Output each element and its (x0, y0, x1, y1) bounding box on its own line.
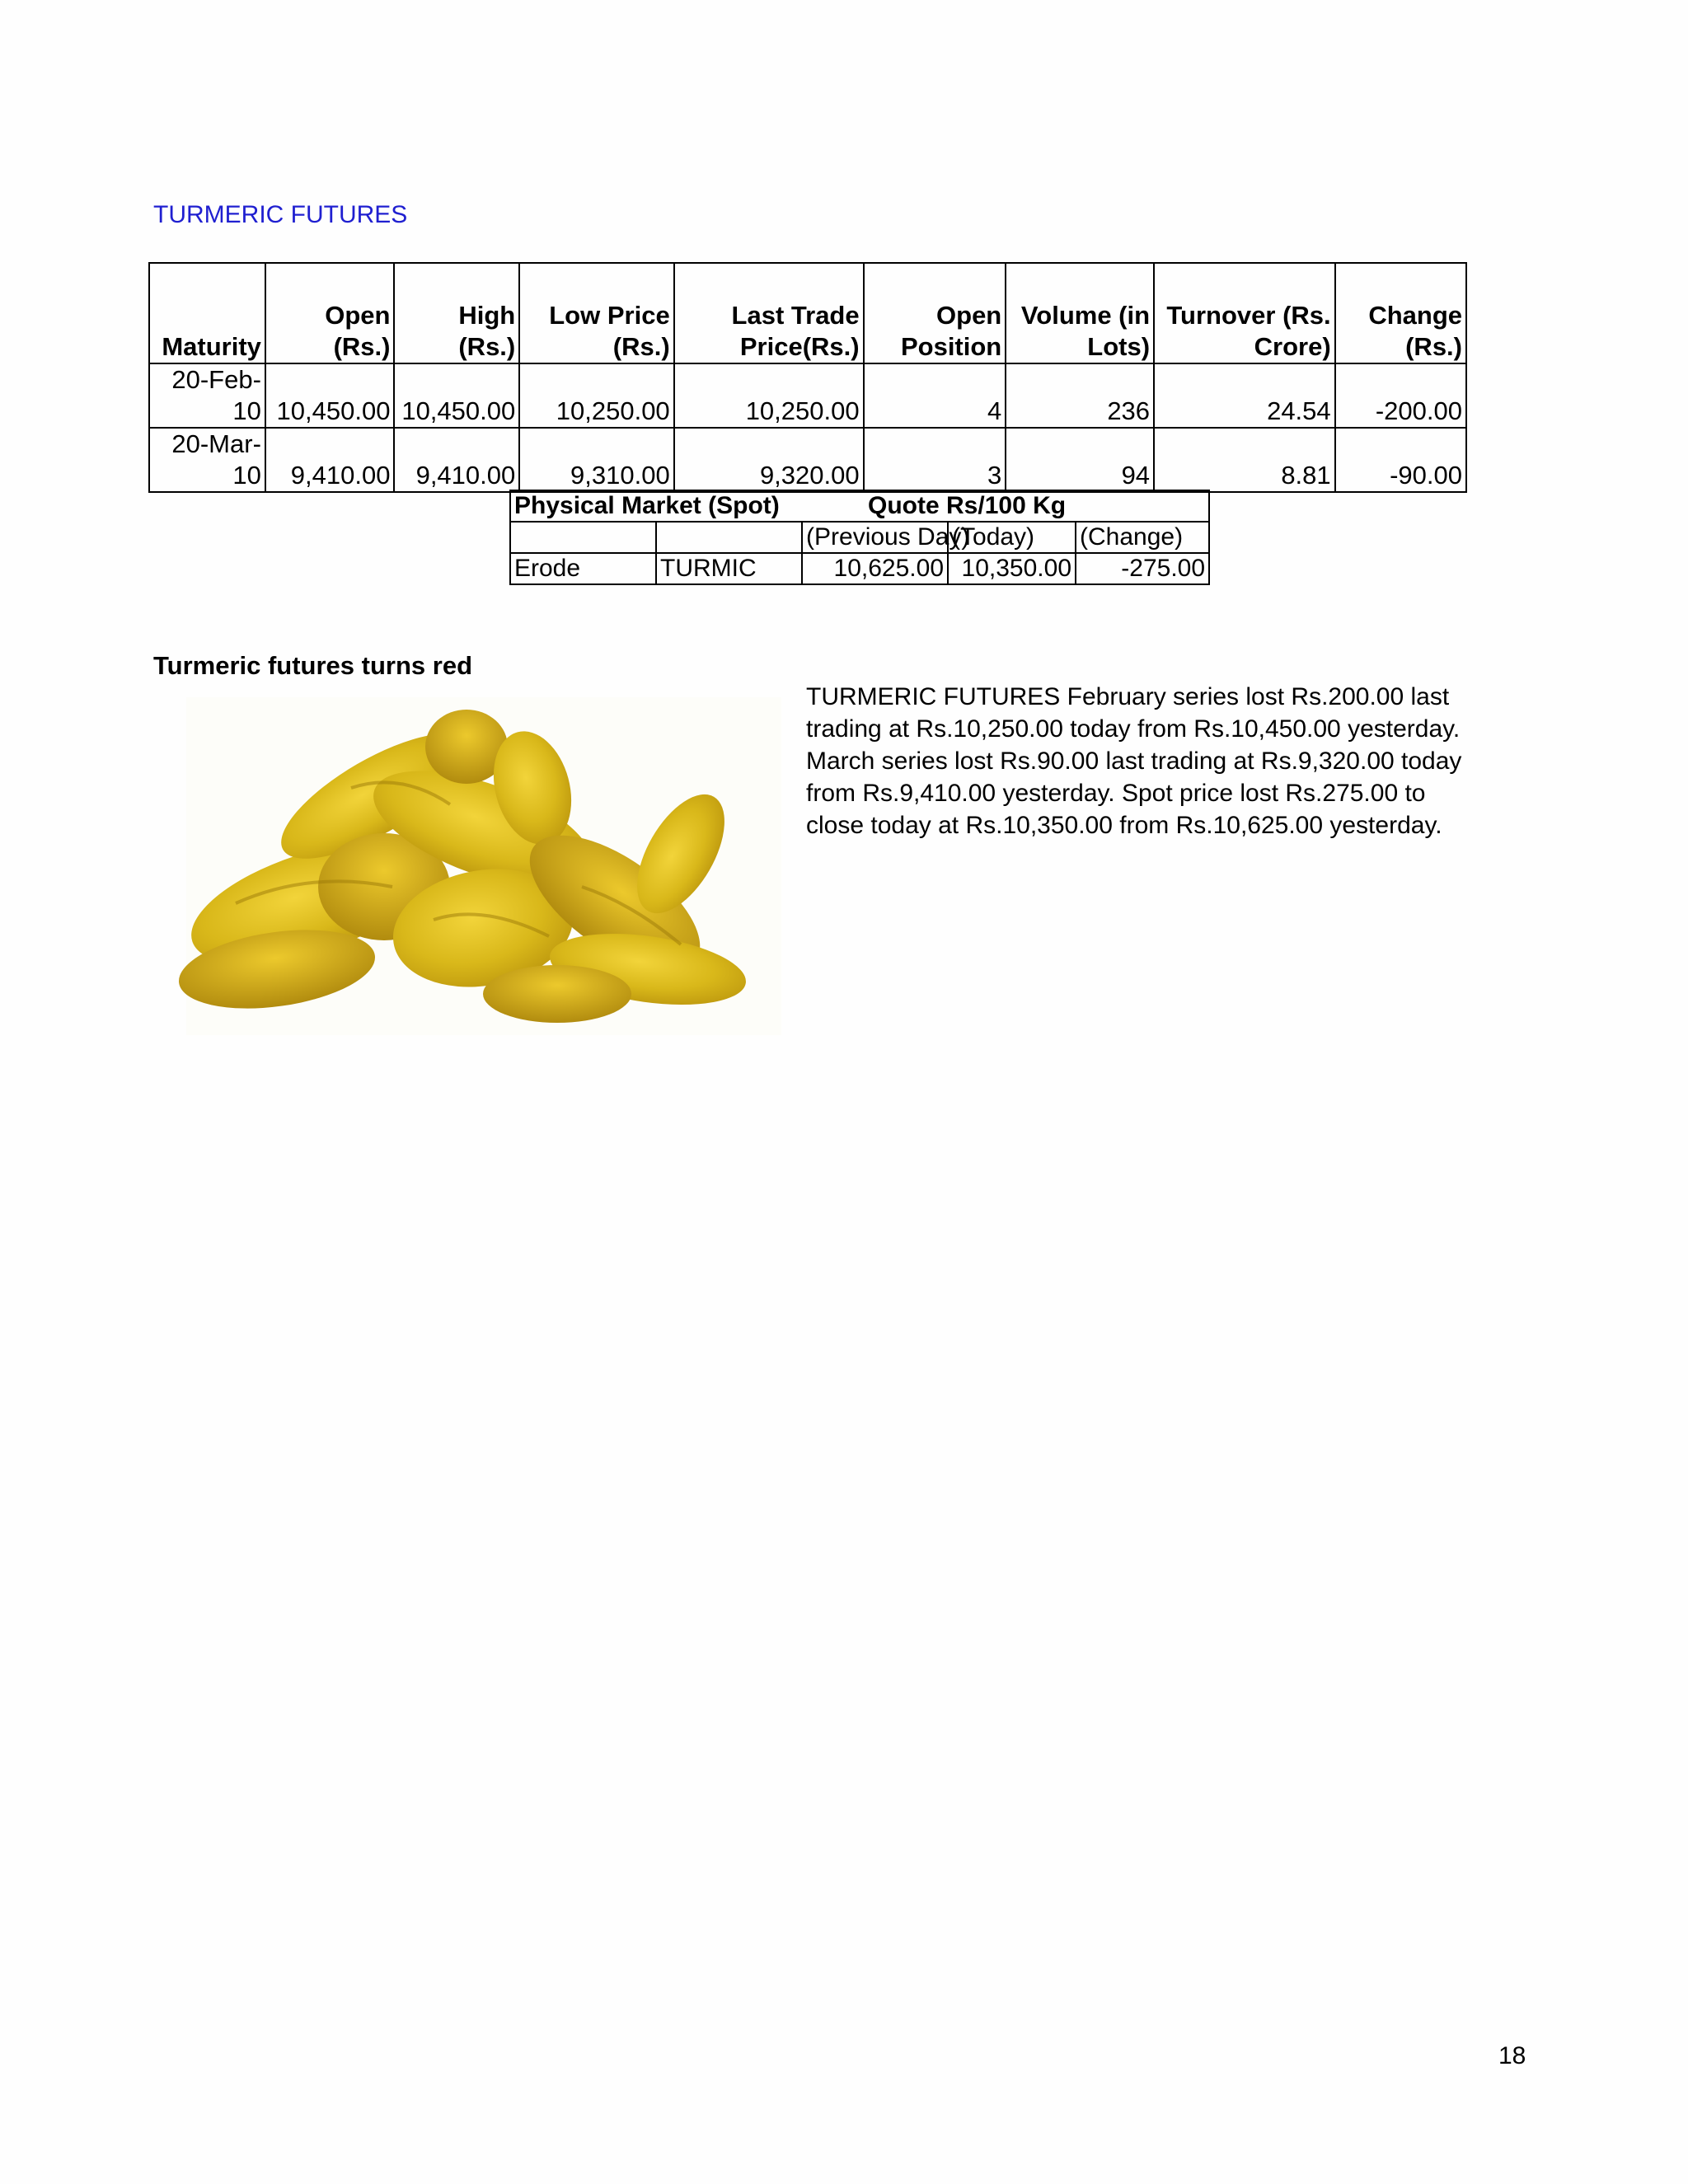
spot-col-previous: (Previous Day) (802, 522, 948, 553)
cell-high: 10,450.00 (394, 363, 519, 428)
cell-last-trade: 10,250.00 (674, 363, 864, 428)
cell-low: 10,250.00 (519, 363, 673, 428)
spot-col-change: (Change) (1076, 522, 1209, 553)
spot-empty-cell (510, 522, 656, 553)
cell-open-position: 4 (864, 363, 1006, 428)
spot-col-today: (Today) (948, 522, 1076, 553)
cell-change: -90.00 (1335, 428, 1466, 492)
page-number: 18 (1498, 2042, 1526, 2069)
col-maturity: Maturity (149, 263, 265, 363)
spot-label-row (510, 522, 1209, 553)
cell-open: 10,450.00 (265, 363, 395, 428)
cell-maturity: 20-Mar-10 (149, 428, 265, 492)
cell-open: 9,410.00 (265, 428, 395, 492)
spot-change: -275.00 (1076, 553, 1209, 584)
table-row (510, 553, 1209, 584)
col-change: Change (Rs.) (1335, 263, 1466, 363)
col-open-position: Open Position (864, 263, 1006, 363)
spot-title-row (510, 490, 1209, 522)
turmeric-photo (186, 697, 781, 1035)
col-turnover: Turnover (Rs. Crore) (1154, 263, 1335, 363)
col-high: High (Rs.) (394, 263, 519, 363)
cell-change: -200.00 (1335, 363, 1466, 428)
article-headline: Turmeric futures turns red (153, 651, 473, 680)
futures-header-row (149, 263, 1466, 363)
cell-turnover: 8.81 (1154, 428, 1335, 492)
cell-maturity: 20-Feb-10 (149, 363, 265, 428)
spot-today: 10,350.00 (948, 553, 1076, 584)
col-last-trade: Last Trade Price(Rs.) (674, 263, 864, 363)
spot-previous: 10,625.00 (802, 553, 948, 584)
spot-quote-unit: Quote Rs/100 Kg (802, 490, 1209, 522)
col-volume: Volume (in Lots) (1006, 263, 1154, 363)
section-title: TURMERIC FUTURES (153, 201, 408, 228)
cell-last-trade: 9,320.00 (674, 428, 864, 492)
table-row (149, 428, 1466, 492)
cell-open-position: 3 (864, 428, 1006, 492)
spot-empty-cell (656, 522, 802, 553)
cell-low: 9,310.00 (519, 428, 673, 492)
col-open: Open (Rs.) (265, 263, 395, 363)
cell-volume: 236 (1006, 363, 1154, 428)
cell-turnover: 24.54 (1154, 363, 1335, 428)
futures-table (148, 262, 1467, 493)
article-body: TURMERIC FUTURES February series lost Rs.200.00 last trading at Rs.10,250.00 today from Rs.10,450.00 yesterday. March series lost Rs.90.00 last trading at Rs.9,320.00 today from Rs.9,410.00 yesterday. Spot price lost Rs.275.00 to close today at Rs.10,350.00 from Rs.10,625.00 yesterday. (806, 683, 1462, 839)
col-low: Low Price (Rs.) (519, 263, 673, 363)
spot-title: Physical Market (Spot) (510, 490, 802, 522)
cell-high: 9,410.00 (394, 428, 519, 492)
cell-volume: 94 (1006, 428, 1154, 492)
spot-commodity: TURMIC (656, 553, 802, 584)
spot-market-table (509, 490, 1210, 585)
spot-market: Erode (510, 553, 656, 584)
table-row (149, 363, 1466, 428)
